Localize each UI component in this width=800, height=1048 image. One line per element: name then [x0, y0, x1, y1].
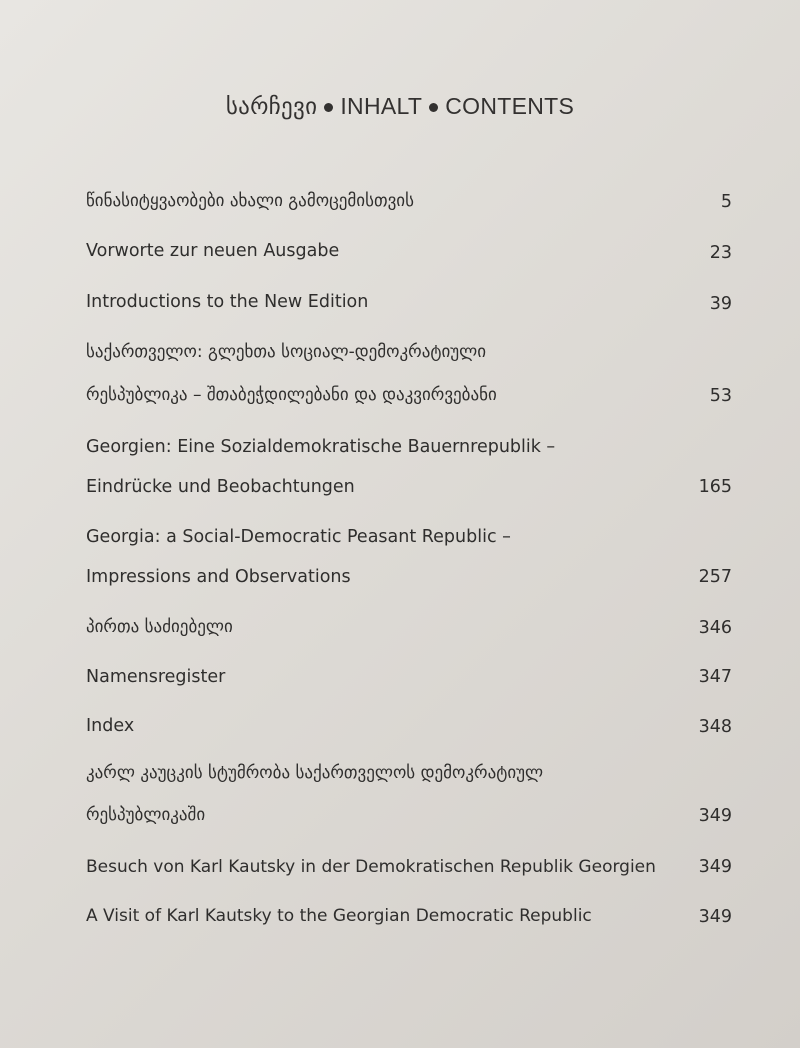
toc-entry-title-line2: Eindrücke und Beobachtungen [86, 477, 355, 497]
toc-entry-title-line2: Impressions and Observations [86, 567, 351, 587]
toc-entry-title-line2: რესპუბლიკა – შთაბეჭდილებანი და დაკვირვებანი [86, 385, 497, 405]
toc-entry-page: 5 [720, 192, 732, 212]
toc-entry-title-line1: Georgia: a Social-Democratic Peasant Republic – [86, 527, 511, 547]
bullet-separator-icon [429, 103, 438, 112]
toc-entry-page: 346 [698, 618, 732, 638]
heading-georgian: სარჩევი [225, 93, 318, 119]
toc-entry-title: Besuch von Karl Kautsky in der Demokratischen Republik Georgien [86, 857, 656, 877]
heading-german: INHALT [340, 93, 423, 119]
bullet-separator-icon [324, 103, 333, 112]
toc-entry-page: 53 [709, 386, 732, 406]
toc-entry-page: 348 [698, 717, 732, 737]
toc-entry-page: 349 [698, 857, 732, 877]
heading-english: CONTENTS [445, 93, 575, 119]
contents-heading [0, 93, 800, 120]
toc-entry-title: წინასიტყვაობები ახალი გამოცემისთვის [86, 191, 414, 211]
toc-entry-page: 23 [709, 243, 732, 263]
toc-entry-page: 165 [698, 477, 732, 497]
toc-entry-title: A Visit of Karl Kautsky to the Georgian Democratic Republic [86, 906, 592, 926]
toc-entry-title-line1: Georgien: Eine Sozialdemokratische Bauernrepublik – [86, 437, 556, 457]
toc-entry-page: 39 [709, 294, 732, 314]
toc-entry-title: Index [86, 716, 135, 736]
toc-entry-title-line2: რესპუბლიკაში [86, 805, 206, 825]
toc-entry-page: 347 [698, 667, 732, 687]
toc-entry-title: პირთა საძიებელი [86, 617, 233, 637]
toc-entry-page: 349 [698, 907, 732, 927]
toc-entry-title: Introductions to the New Edition [86, 292, 369, 312]
toc-entry-page: 257 [698, 567, 732, 587]
toc-entry-page: 349 [698, 806, 732, 826]
toc-entry-title: Namensregister [86, 667, 226, 687]
toc-entry-title-line1: საქართველო: გლეხთა სოციალ-დემოკრატიული [86, 342, 487, 362]
toc-entry-title: Vorworte zur neuen Ausgabe [86, 241, 340, 261]
toc-entry-title-line1: კარლ კაუცკის სტუმრობა საქართველოს დემოკრატიულ [86, 763, 544, 783]
